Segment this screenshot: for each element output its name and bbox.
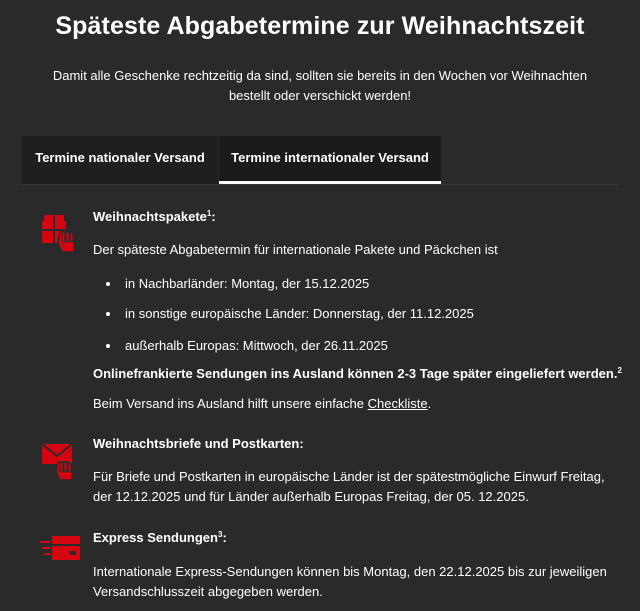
online-franking-note: [93, 361, 623, 384]
footnote-1: 1: [206, 209, 212, 218]
letters-line-1: Für Briefe und Postkarten in europäische Länder ist der spätestmögliche Einwurf Freitag,: [93, 469, 605, 484]
express-icon: [40, 534, 80, 574]
checklist-suffix: .: [427, 396, 432, 411]
letter-icon: [40, 440, 80, 480]
express-heading-text: Express Sendungen: [93, 530, 218, 545]
online-franking-note-text: Onlinefrankierte Sendungen ins Ausland können 2-3 Tage später eingeliefert werden.: [93, 366, 618, 381]
checklist-line: [93, 394, 623, 414]
letters-heading: Weihnachtsbriefe und Postkarten:: [93, 436, 304, 451]
tab-bar: [22, 136, 618, 185]
intro-text: Damit alle Geschenke rechtzeitig da sind, sollten sie bereits in den Wochen vor Weihnachten bestellt oder verschickt werden!: [52, 68, 588, 103]
bullet-dot: [106, 344, 110, 348]
packages-heading: [93, 209, 216, 224]
tab-international-shipping[interactable]: Termine internationaler Versand: [219, 136, 441, 184]
express-heading-colon: :: [222, 530, 227, 545]
bullet-dot: [106, 282, 110, 286]
checklist-prefix: Beim Versand ins Ausland hilft unsere einfache: [93, 396, 368, 411]
checklist-link[interactable]: Checkliste: [367, 396, 428, 411]
bullet-dot: [106, 312, 110, 316]
express-line-1: Internationale Express-Sendungen können bis Montag, den 22.12.2025 bis zur jeweiligen: [93, 564, 607, 579]
parcel-icon: [40, 212, 80, 252]
page-title: Späteste Abgabetermine zur Weihnachtszeit: [55, 12, 585, 40]
letters-line-2: der 12.12.2025 und für Länder außerhalb Europas Freitag, der 05. 12.2025.: [93, 489, 529, 504]
packages-heading-text: Weihnachtspakete: [93, 209, 207, 224]
footnote-3: 3: [217, 530, 223, 539]
tab-national-shipping[interactable]: Termine nationaler Versand: [22, 136, 218, 184]
express-heading: [93, 530, 227, 545]
footnote-2: 2: [617, 366, 622, 375]
packages-intro: Der späteste Abgabetermin für internationale Pakete und Päckchen ist: [93, 242, 498, 257]
packages-heading-colon: :: [211, 209, 216, 224]
list-item-text: in sonstige europäische Länder: Donnerstag, der 11.12.2025: [125, 306, 474, 321]
list-item-text: außerhalb Europas: Mittwoch, der 26.11.2025: [125, 338, 388, 353]
express-line-2: Versandschlusszeit abgegeben werden.: [93, 584, 323, 599]
list-item-text: in Nachbarländer: Montag, der 15.12.2025: [125, 276, 370, 291]
